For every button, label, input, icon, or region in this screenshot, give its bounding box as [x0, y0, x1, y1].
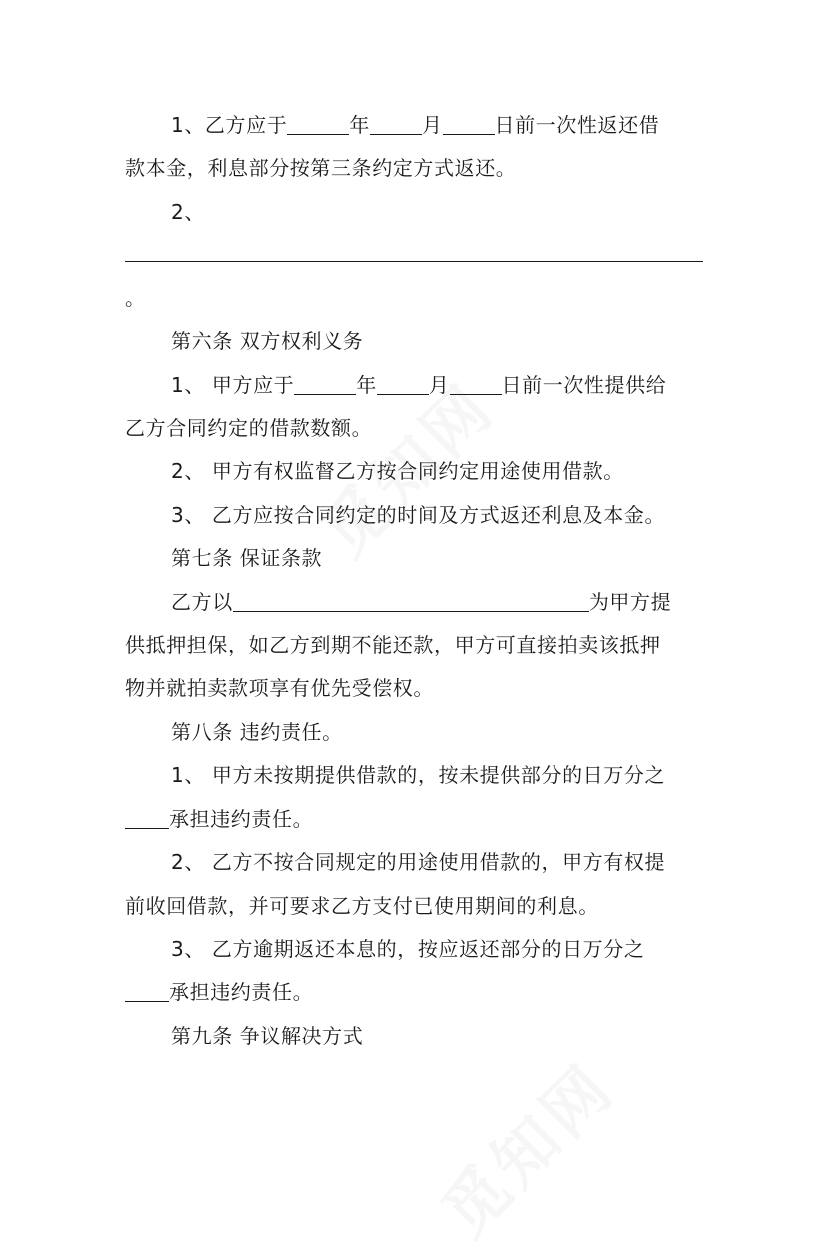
a6-item1-line2: 乙方合同约定的借款数额。 — [125, 416, 373, 440]
article6-title: 第六条 双方权利义务 — [171, 329, 364, 353]
a8-item3-cont: 承担违约责任。 — [125, 977, 715, 1007]
year-blank — [294, 372, 356, 395]
a6-item1-line1: 1、 甲方应于 年 月 日前一次性提供给 — [171, 373, 667, 397]
a8-item3: 3、 乙方逾期返还本息的，按应返还部分的日万分之 — [171, 937, 645, 961]
a8-item1: 1、 甲方未按期提供借款的，按未提供部分的日万分之 — [171, 763, 666, 787]
a8-item2: 2、 乙方不按合同规定的用途使用借款的，甲方有权提 — [171, 850, 666, 874]
a7-line3: 物并就拍卖款项享有优先受偿权。 — [125, 676, 434, 700]
a5-item2-label: 2、 — [171, 200, 205, 224]
a5-item2-blank — [125, 261, 703, 262]
a8-item2-cont: 前收回借款，并可要求乙方支付已使用期间的利息。 — [125, 894, 599, 918]
rate-blank — [125, 806, 169, 829]
a7-line2: 供抵押担保，如乙方到期不能还款，甲方可直接拍卖该抵押 — [125, 633, 661, 657]
article8-title: 第八条 违约责任。 — [171, 720, 343, 744]
a7-line1: 乙方以 为甲方提 — [171, 590, 672, 614]
month-blank — [370, 112, 422, 135]
month-blank — [377, 372, 429, 395]
article9-title: 第九条 争议解决方式 — [171, 1024, 364, 1048]
a8-item1-cont: 承担违约责任。 — [125, 804, 715, 834]
year-blank — [287, 112, 349, 135]
day-blank — [443, 112, 495, 135]
watermark-bottom — [418, 1039, 632, 1253]
day-blank — [450, 372, 502, 395]
a5-item2-end: 。 — [125, 286, 146, 310]
rate-blank — [125, 979, 169, 1002]
a6-item2: 2、 甲方有权监督乙方按合同约定用途使用借款。 — [171, 459, 624, 483]
article7-title: 第七条 保证条款 — [171, 546, 323, 570]
collateral-blank — [233, 589, 589, 612]
a5-item1-line1: 1、乙方应于 年 月 日前一次性返还借 — [171, 113, 660, 137]
a6-item3: 3、 乙方应按合同约定的时间及方式返还利息及本金。 — [171, 503, 666, 527]
a5-item1-line2: 款本金，利息部分按第三条约定方式返还。 — [125, 156, 517, 180]
